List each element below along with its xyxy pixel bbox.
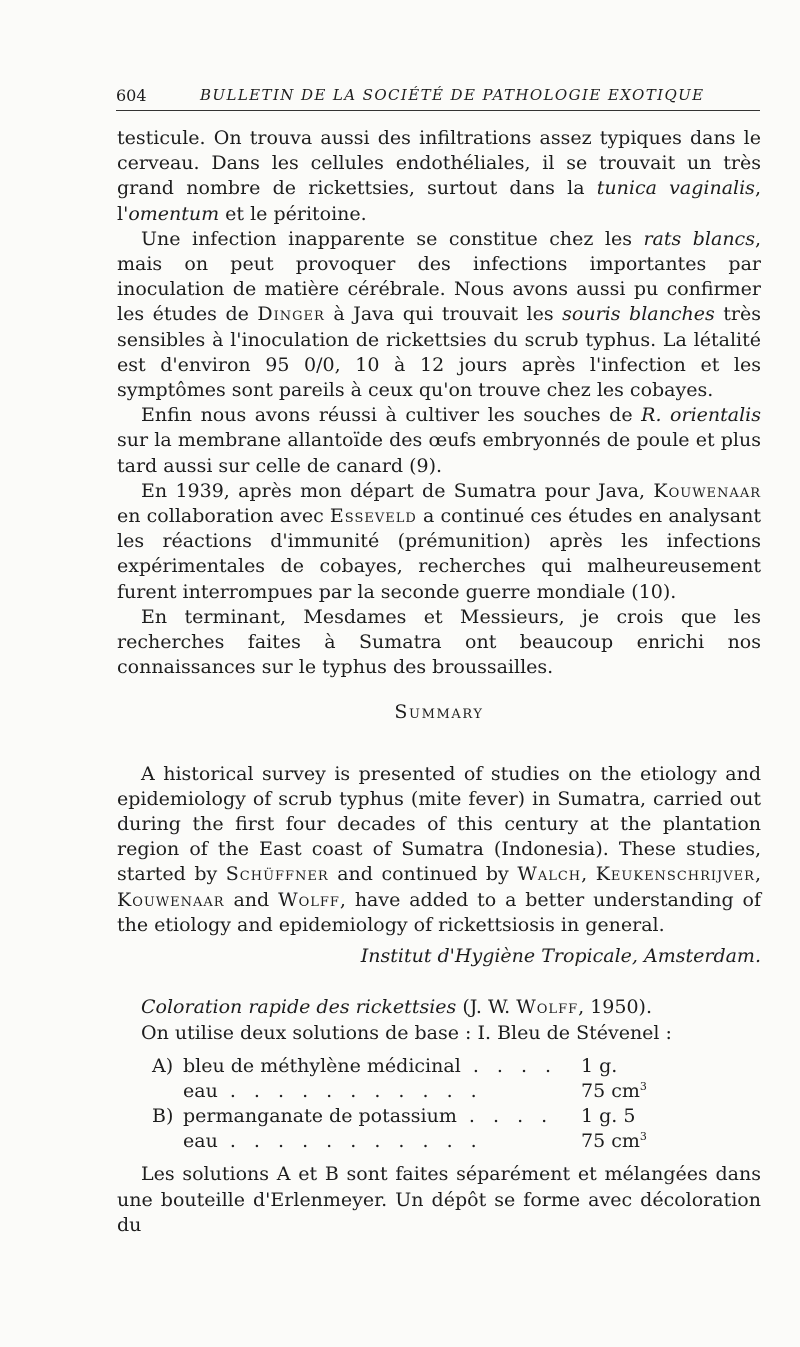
paragraph-4: En 1939, après mon départ de Sumatra pour Java, Kouwenaar en collaboration avec Esseveld a continué ces études en analysant les réactions d'immunité (prémunition) après les infections expérimentales de cobayes, recherches qui malheureusement furent interrompues par la seconde guerre mondiale (10). xyxy=(117,479,761,603)
leader-dots: . . . . xyxy=(460,1054,558,1077)
coloration-intro: On utilise deux solutions de base : I. Bleu de Stévenel : xyxy=(141,1021,672,1044)
recipe-unit-exponent: 3 xyxy=(639,1130,647,1144)
recipe-ingredient: eau xyxy=(183,1079,218,1102)
page-header xyxy=(116,86,760,111)
recipe-table xyxy=(152,1054,761,1155)
recipe-ingredient: bleu de méthylène médicinal xyxy=(183,1054,461,1077)
recipe-label xyxy=(152,1079,183,1104)
recipe-row xyxy=(152,1129,761,1154)
leader-dots: . . . . . . . . . . . xyxy=(217,1079,483,1102)
paragraph-5: En terminant, Mesdames et Messieurs, je crois que les recherches faites à Sumatra ont beaucoup enrichi nos connaissances sur le typhus des broussailles. xyxy=(117,605,761,679)
paragraph-1: testicule. On trouva aussi des infiltrations assez typiques dans le cerveau. Dans les cellules endothéliales, il se trouvait un très grand nombre de rickettsies, surtout dans la tunica vaginalis, l'omentum et le péritoine. xyxy=(117,127,761,225)
summary-heading: Summary xyxy=(394,701,484,724)
paragraph-3: Enfin nous avons réussi à cultiver les souches de R. orientalis sur la membrane allantoïde des œufs embryonnés de poule et plus tard aussi sur celle de canard (9). xyxy=(117,404,761,477)
institution-signature: Institut d'Hygiène Tropicale, Amsterdam. xyxy=(360,945,761,968)
recipe-ingredient: eau xyxy=(183,1130,218,1153)
recipe-label xyxy=(152,1129,183,1154)
recipe-row xyxy=(152,1104,761,1129)
recipe-unit-exponent: 3 xyxy=(639,1079,647,1093)
final-paragraph: Les solutions A et B sont faites séparément et mélangées dans une bouteille d'Erlenmeyer. Un dépôt se forme avec décoloration du xyxy=(117,1163,761,1236)
paragraph-2: Une infection inapparente se constitue chez les rats blancs, mais on peut provoquer des infections importantes par inoculation de matière cérébrale. Nous avons aussi pu confirmer les études de Dinger à Java qui trouvait les souris blanches très sensibles à l'inoculation de rickettsies du scrub typhus. La létalité est d'environ 95 0/0, 10 à 12 jours après l'infection et les symptômes sont pareils à ceux qu'on trouve chez les cobayes. xyxy=(117,227,761,402)
summary-paragraph: A historical survey is presented of studies on the etiology and epidemiology of scrub typhus (mite fever) in Sumatra, carried out during the first four decades of this century at the plantation region of the East coast of Sumatra (Indonesia). These studies, started by Schüffner and continued by Walch, Keukenschrijver, Kouwenaar and Wolff, have added to a better understanding of the etiology and epidemiology of rickettsiosis in general. xyxy=(117,762,761,936)
recipe-label: B) xyxy=(152,1105,174,1128)
recipe-row xyxy=(152,1054,761,1079)
recipe-quantity: 75 cm xyxy=(581,1130,640,1153)
recipe-label: A) xyxy=(152,1054,174,1077)
body-text xyxy=(117,126,761,1238)
recipe-ingredient: permanganate de potassium xyxy=(183,1105,457,1128)
page-number: 604 xyxy=(116,86,147,105)
recipe-quantity: 75 cm xyxy=(581,1079,640,1102)
coloration-heading: Coloration rapide des rickettsies (J. W. Wolff, 1950). xyxy=(141,996,652,1019)
running-title: BULLETIN DE LA SOCIÉTÉ DE PATHOLOGIE EXOTIQUE xyxy=(200,86,705,104)
leader-dots: . . . . xyxy=(456,1105,554,1128)
leader-dots: . . . . . . . . . . . xyxy=(217,1130,483,1153)
recipe-quantity: 1 g. xyxy=(581,1054,618,1077)
recipe-row xyxy=(152,1079,761,1104)
recipe-quantity: 1 g. 5 xyxy=(581,1105,636,1128)
